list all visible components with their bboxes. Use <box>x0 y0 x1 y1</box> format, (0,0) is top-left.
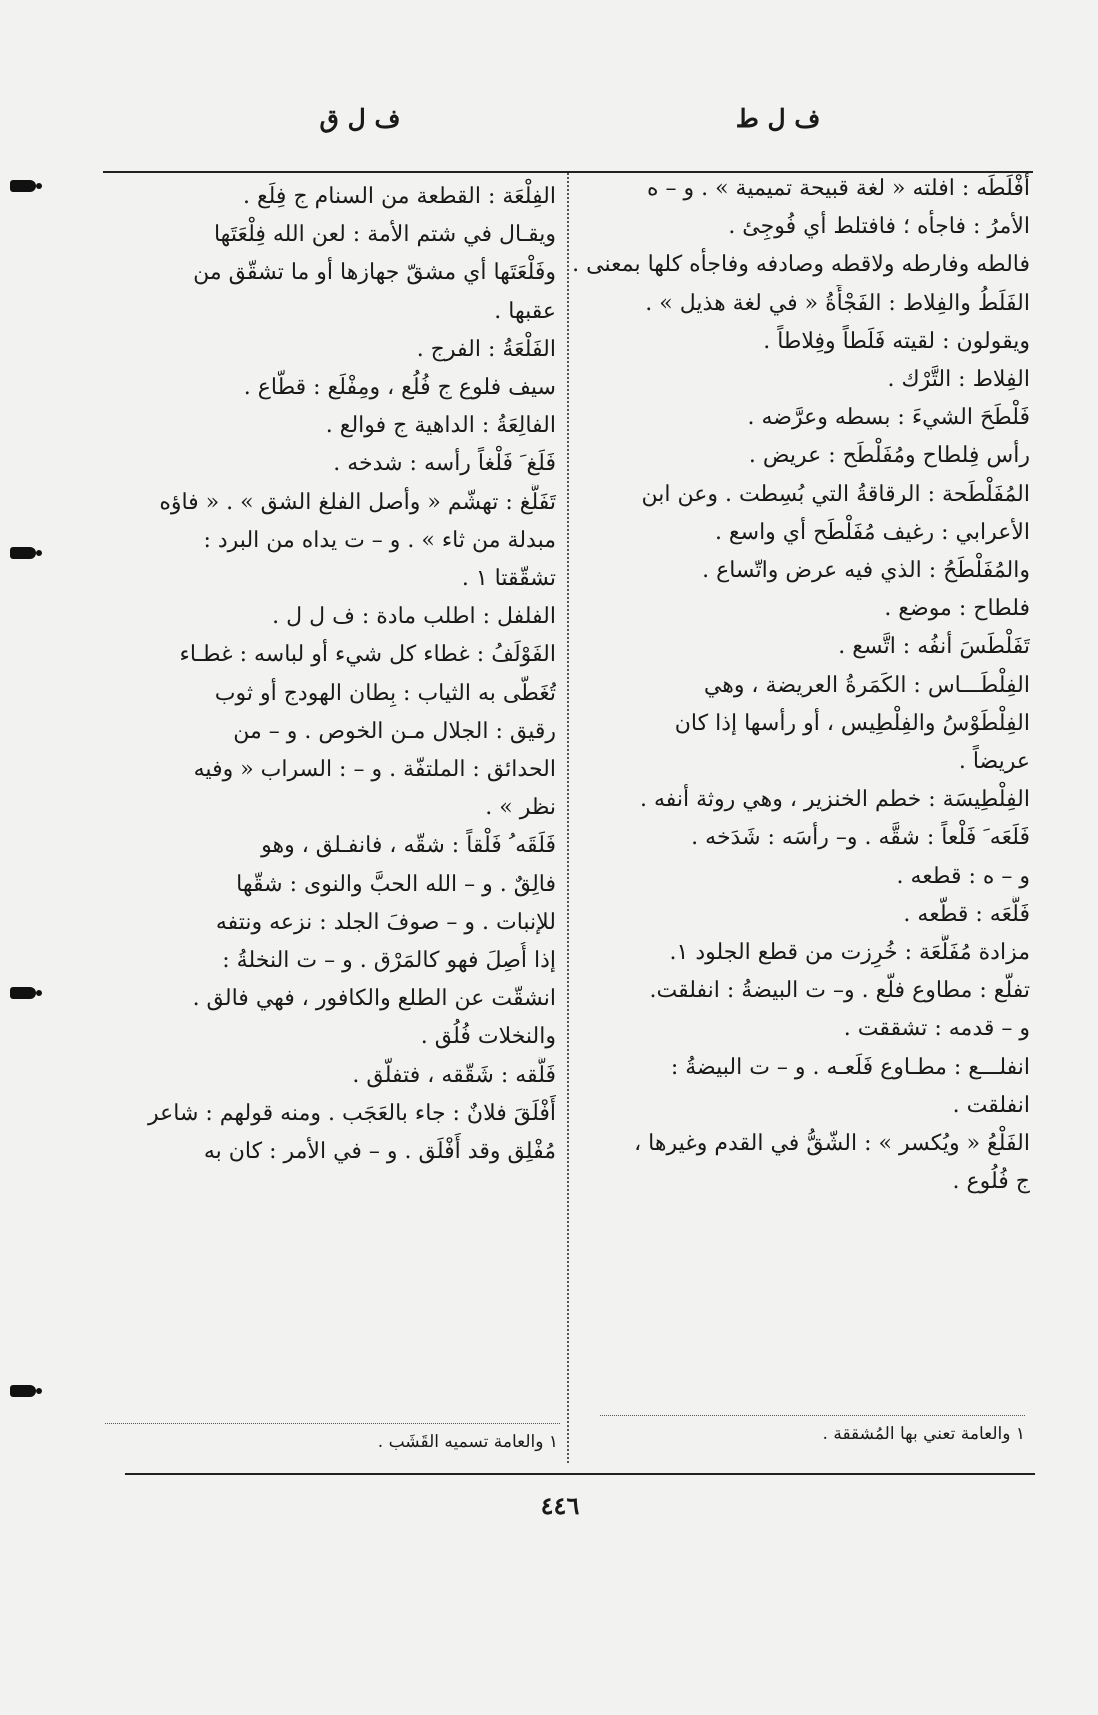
left-column-footnote: ١ والعامة تسميه القَشَب . <box>377 1432 558 1452</box>
text-line: فلطاح : موضع . <box>884 596 1030 622</box>
text-line: فَلَعَه َ فَلْعاً : شقَّه . و– رأسَه : شَدَخه . <box>691 825 1030 851</box>
text-line: تشقّقتا ١ . <box>461 566 556 592</box>
text-line: الفالِعَةُ : الداهية ج فوالع . <box>325 413 556 439</box>
left-column <box>106 178 556 1171</box>
text-line: ج فُلُوع . <box>952 1169 1030 1195</box>
text-line: تَفَلْطَسَ أنفُه : اتَّسع . <box>838 634 1030 660</box>
margin-tab-mark <box>10 180 36 192</box>
margin-tab-mark <box>10 987 36 999</box>
right-column-root-header: ف ل ط <box>735 104 821 133</box>
margin-tab-mark <box>10 547 36 559</box>
text-line: انشقّت عن الطلع والكافور ، فهي فالق . <box>192 986 556 1012</box>
text-line: الفَوْلَفُ : غطاء كل شيء أو لباسه : غطـاء <box>179 642 556 668</box>
text-line: فَلْطَحَ الشيءَ : بسطه وعرَّضه . <box>747 405 1030 431</box>
text-line: الفَلْعُ « ويُكسر » : الشّقُّ في القدم وغيرها ، <box>634 1131 1030 1157</box>
text-line: الفَلْعَةُ : الفرج . <box>416 336 556 362</box>
text-line: عريضاً . <box>958 749 1030 775</box>
text-line: تفلّع : مطاوع فلّع . و– ت البيضةُ : انفلقت. <box>649 978 1030 1004</box>
text-line: مُفْلِق وقد أَفْلَق . و – في الأمر : كان به <box>203 1139 556 1165</box>
text-line: عقبها . <box>494 298 556 324</box>
bottom-rule <box>125 1473 1035 1475</box>
text-line: الفِلْعَة : القطعة من السنام ج فِلَع . <box>242 184 556 209</box>
right-footnote-separator <box>600 1415 1025 1417</box>
text-line: إذا أُصِلَ فهو كالمَرْق . و – ت النخلةُ : <box>222 948 556 974</box>
text-line: المُفَلْطَحة : الرقاقةُ التي بُسِطت . وعن ابن <box>641 481 1030 507</box>
text-line: فَلَّقه : شَقّقه ، فتفلّق . <box>352 1062 556 1088</box>
column-divider <box>567 173 570 1463</box>
text-line: أَفْلَقَ فلانٌ : جاء بالعَجَب . ومنه قولهم : شاعر <box>147 1100 556 1126</box>
text-line: فَلَقَه ُ فَلْقاً : شقّه ، فانفـلق ، وهو <box>261 833 556 859</box>
right-column-footnote: ١ والعامة تعني بها المُشققة . <box>822 1424 1025 1444</box>
text-line: ويقـال في شتم الأمة : لعن الله فِلْعَتَها <box>213 222 556 248</box>
text-line: الفِلاط : التَّرْك . <box>887 367 1030 393</box>
text-line: رأس فِلطاح ومُفَلْطَح : عريض . <box>748 443 1030 469</box>
text-line: الأعرابي : رغيف مُفَلْطَح أي واسع . <box>714 519 1030 545</box>
text-line: فالِقٌ . و – الله الحبَّ والنوى : شقّها <box>236 871 556 897</box>
text-line: مبدلة من ثاء » . و – ت يداه من البرد : <box>203 527 556 553</box>
text-line: تَفَلَّغ : تهشّم « وأصل الفلغ الشق » . « فاؤه <box>159 489 556 515</box>
text-line: انفلقت . <box>952 1092 1030 1118</box>
text-line: سيف فلوع ج فُلُع ، ومِفْلَع : قطّاع . <box>243 375 556 401</box>
text-line: نظر » . <box>485 795 556 821</box>
text-line: للإنبات . و – صوفَ الجلد : نزعه ونتفه <box>215 909 556 935</box>
text-line: رقيق : الجلال مـن الخوص . و – من <box>233 718 556 744</box>
text-line: فَلَّعَه : قطّعه . <box>903 901 1030 927</box>
text-line: والمُفَلْطَحُ : الذي فيه عرض واتّساع . <box>702 558 1030 584</box>
text-line: الفلفل : اطلب مادة : ف ل ل . <box>272 604 556 630</box>
text-line: الأمرُ : فاجأه ؛ فافتلط أي فُوجِئ . <box>728 214 1030 240</box>
margin-tab-mark <box>10 1385 36 1397</box>
text-line: ويقولون : لقيته فَلَطاً وفِلاطاً . <box>763 328 1030 354</box>
page-number: ٤٤٦ <box>540 1491 580 1520</box>
text-line: مزادة مُفَلَّعَة : خُرِزت من قطع الجلود ١. <box>669 940 1030 966</box>
left-column-root-header: ف ل ق <box>319 104 401 133</box>
text-line: فالطه وفارطه ولاقطه وصادفه وفاجأه كلها بمعنى . <box>572 252 1030 278</box>
text-line: وفَلْعَتَها أي مشقّ جهازها أو ما تشقّق من <box>193 260 556 286</box>
text-line: انفلـــع : مطـاوع فَلَعـه . و – ت البيضةُ : <box>670 1054 1030 1080</box>
left-footnote-separator <box>105 1423 560 1425</box>
text-line: و – قدمه : تشققت . <box>843 1016 1030 1042</box>
text-line: تُغَطّى به الثياب : بِطان الهودج أو ثوب <box>214 680 556 706</box>
text-line: و – ه : قطعه . <box>896 863 1030 889</box>
text-line: الفِلْطِيسَة : خطم الخنزير ، وهي روثة أنفه . <box>639 787 1030 813</box>
text-line: أفْلَطَه : افلته « لغة قبيحة تميمية » . و – ه <box>646 176 1030 201</box>
text-line: الفِلْطَوْسُ والفِلْطِيس ، أو رأسها إذا كان <box>674 710 1030 736</box>
text-line: الحدائق : الملتفّة . و – : السراب « وفيه <box>193 757 556 783</box>
text-line: الفِلْطَـــاس : الكَمَرةُ العريضة ، وهي <box>703 672 1030 698</box>
text-line: والنخلات فُلُق . <box>420 1024 556 1050</box>
text-line: فَلَغ َ فَلْغاً رأسه : شدخه . <box>333 451 556 477</box>
right-column <box>572 170 1030 1201</box>
text-line: الفَلَطُ والفِلاط : الفَجْأَةُ « في لغة هذيل » . <box>645 290 1030 316</box>
